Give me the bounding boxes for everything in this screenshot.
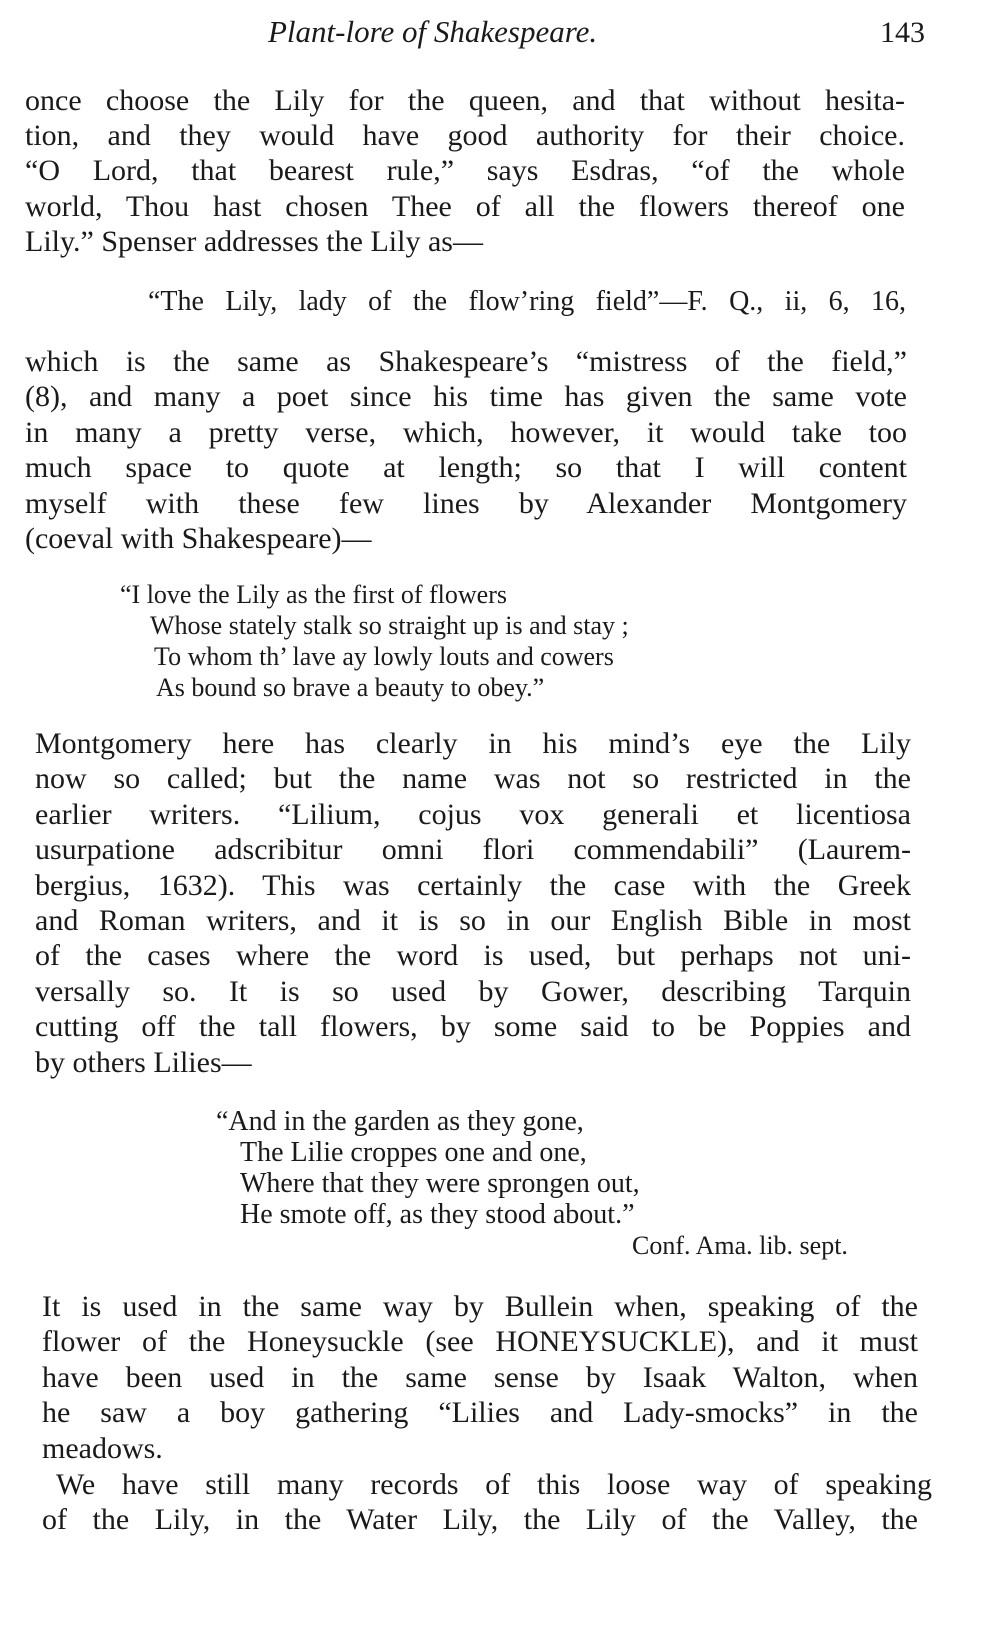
paragraph-line: cutting off the tall flowers, by some said to be Poppies and <box>35 1010 911 1044</box>
page-number: 143 <box>880 16 925 49</box>
paragraph-line: of the Lily, in the Water Lily, the Lily of the Valley, the <box>42 1503 918 1537</box>
paragraph-line: (8), and many a poet since his time has given the same vote <box>25 380 907 414</box>
paragraph-line: flower of the Honeysuckle (see HONEYSUCKLE), and it must <box>42 1325 918 1359</box>
paragraph-line: have been used in the same sense by Isaak Walton, when <box>42 1360 918 1394</box>
paragraph-line: of the cases where the word is used, but perhaps not uni- <box>35 939 911 973</box>
paragraph-line: versally so. It is so used by Gower, describing Tarquin <box>35 974 911 1008</box>
paragraph-line: (coeval with Shakespeare)— <box>25 522 372 555</box>
paragraph-line: meadows. <box>42 1431 163 1465</box>
paragraph-line: once choose the Lily for the queen, and that without hesita- <box>25 84 905 117</box>
poem-line: Where that they were sprongen out, <box>240 1168 640 1199</box>
paragraph-line: Lily.” Spenser addresses the Lily as— <box>25 224 483 258</box>
poem-line: He smote off, as they stood about.” <box>240 1199 635 1230</box>
paragraph-line: in many a pretty verse, which, however, it would take too <box>25 415 907 449</box>
poem-line: As bound so brave a beauty to obey.” <box>156 673 545 702</box>
paragraph-line: earlier writers. “Lilium, cojus vox generali et licentiosa <box>35 797 911 831</box>
poem-line: The Lilie croppes one and one, <box>240 1137 587 1168</box>
paragraph-line: tion, and they would have good authority for their choice. <box>25 119 905 153</box>
paragraph-line: “O Lord, that bearest rule,” says Esdras, “of the whole <box>25 154 905 188</box>
paragraph-line: now so called; but the name was not so restricted in the <box>35 762 911 796</box>
paragraph-line: Montgomery here has clearly in his mind’s eye the Lily <box>35 727 911 760</box>
poem-line: “And in the garden as they gone, <box>216 1106 584 1137</box>
quotation-line: “The Lily, lady of the flow’ring field”—F. Q., ii, 6, 16, <box>148 286 906 317</box>
running-title: Plant-lore of Shakespeare. <box>268 14 598 49</box>
paragraph-line: We have still many records of this loose way of speaking <box>56 1468 932 1501</box>
paragraph-line: usurpatione adscribitur omni flori commendabili” (Laurem- <box>35 833 911 867</box>
poem-line: To whom th’ lave ay lowly louts and cowers <box>154 642 614 671</box>
paragraph-line: much space to quote at length; so that I will content <box>25 451 907 485</box>
citation: Conf. Ama. lib. sept. <box>632 1231 848 1260</box>
poem-line: “I love the Lily as the first of flowers <box>120 580 507 609</box>
poem-line: Whose stately stalk so straight up is and stay ; <box>150 611 629 640</box>
paragraph-line: by others Lilies— <box>35 1045 252 1079</box>
paragraph-line: myself with these few lines by Alexander Montgomery <box>25 486 907 520</box>
paragraph-line: world, Thou hast chosen Thee of all the flowers thereof one <box>25 189 905 223</box>
paragraph-line: and Roman writers, and it is so in our English Bible in most <box>35 904 911 937</box>
paragraph-line: he saw a boy gathering “Lilies and Lady-smocks” in the <box>42 1396 918 1430</box>
paragraph-line: bergius, 1632). This was certainly the case with the Greek <box>35 868 911 902</box>
paragraph-line: It is used in the same way by Bullein when, speaking of the <box>42 1290 918 1323</box>
paragraph-line: which is the same as Shakespeare’s “mistress of the field,” <box>25 345 907 378</box>
